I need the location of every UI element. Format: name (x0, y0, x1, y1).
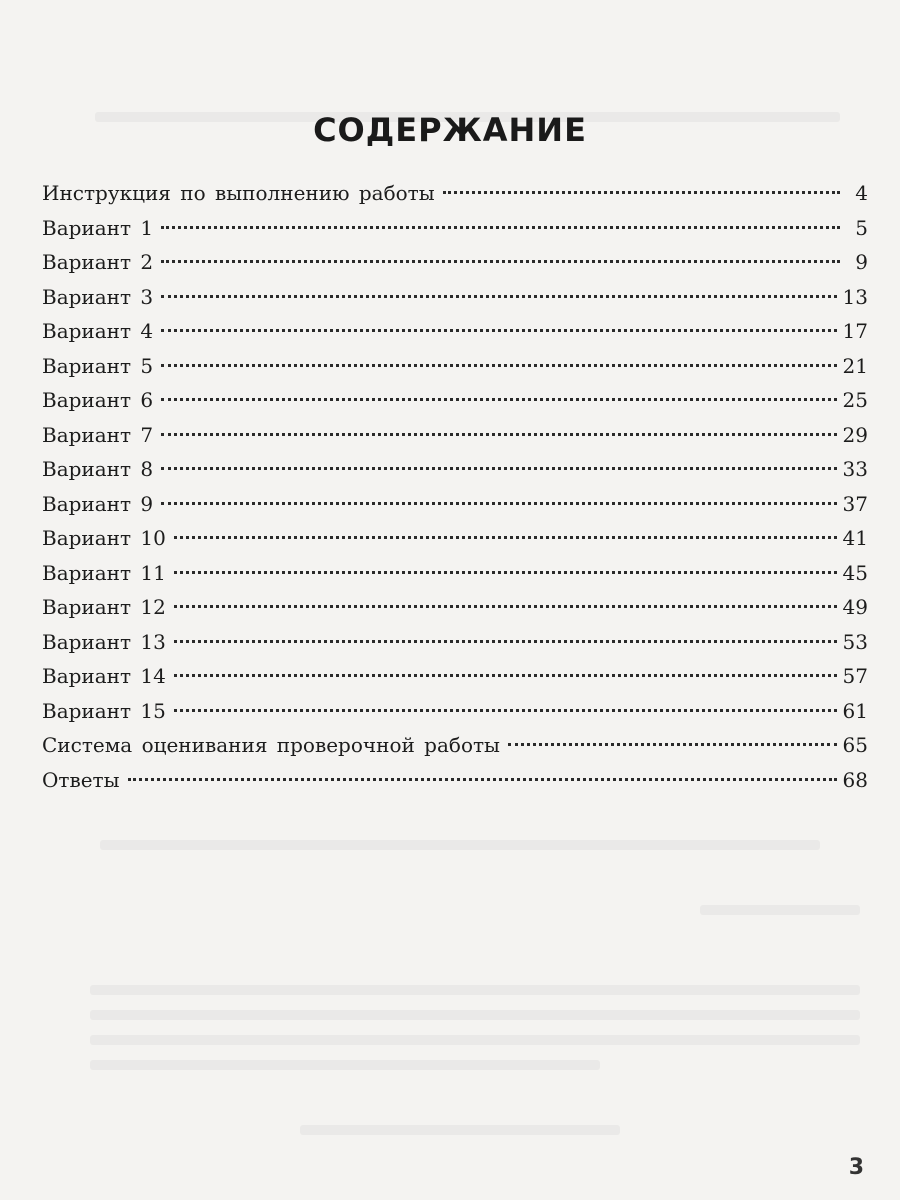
toc-entry-label: Инструкция по выполнению работы (42, 181, 435, 205)
toc-entry (42, 659, 868, 694)
toc-entry-label: Вариант 13 (42, 629, 166, 654)
toc-entry-page: 33 (842, 457, 868, 481)
toc-entry-label: Вариант 4 (42, 319, 154, 343)
toc-entry-label: Вариант 1 (42, 215, 154, 240)
toc-entry (42, 176, 868, 211)
dot-leader (128, 778, 837, 781)
toc-entry-label: Вариант 15 (42, 698, 166, 723)
bleed-through-line (90, 985, 860, 995)
dot-leader (174, 640, 837, 643)
toc-entry-label: Система оценивания проверочной работы (42, 733, 500, 757)
toc-entry-page: 29 (842, 422, 868, 447)
toc-entry (42, 521, 868, 556)
dot-leader (174, 709, 837, 712)
toc-entry (42, 418, 868, 453)
toc-entry-label: Вариант 9 (42, 491, 154, 516)
page-title: СОДЕРЖАНИЕ (313, 111, 587, 150)
dot-leader (161, 433, 836, 436)
bleed-through-line (90, 1010, 860, 1020)
toc-entry-page: 9 (855, 250, 868, 274)
toc-entry-page: 41 (842, 526, 868, 550)
toc-entry (42, 728, 868, 763)
toc-entry (42, 763, 868, 798)
dot-leader (174, 605, 837, 608)
table-of-contents (42, 176, 868, 797)
dot-leader (174, 536, 837, 539)
toc-entry (42, 211, 868, 246)
toc-entry-page: 57 (842, 664, 868, 688)
toc-entry (42, 590, 868, 625)
toc-entry-label: Вариант 11 (42, 560, 166, 585)
page-number: 3 (848, 1155, 864, 1180)
dot-leader (161, 398, 836, 401)
bleed-through-line (700, 905, 860, 915)
dot-leader (161, 226, 840, 229)
toc-entry (42, 245, 868, 280)
toc-entry (42, 694, 868, 729)
toc-entry-label: Вариант 12 (42, 595, 166, 619)
toc-entry-label: Вариант 5 (42, 353, 154, 378)
toc-entry-page: 4 (855, 181, 868, 205)
bleed-through-line (300, 1125, 620, 1135)
toc-entry-page: 45 (842, 560, 868, 585)
dot-leader (443, 191, 840, 194)
dot-leader (161, 295, 836, 298)
toc-entry (42, 487, 868, 522)
toc-entry (42, 556, 868, 591)
bleed-through-line (90, 1035, 860, 1045)
toc-entry-label: Вариант 14 (42, 664, 166, 688)
toc-entry-page: 65 (842, 733, 868, 757)
toc-entry (42, 452, 868, 487)
toc-entry (42, 625, 868, 660)
toc-entry-page: 21 (842, 353, 868, 378)
toc-entry-label: Вариант 10 (42, 526, 166, 550)
toc-entry-page: 68 (842, 767, 868, 792)
toc-entry (42, 280, 868, 315)
bleed-through-line (90, 1060, 600, 1070)
toc-entry-label: Вариант 6 (42, 388, 154, 412)
dot-leader (161, 260, 840, 263)
toc-entry-page: 37 (842, 491, 868, 516)
dot-leader (508, 743, 837, 746)
dot-leader (161, 364, 836, 367)
dot-leader (161, 329, 836, 332)
toc-entry-page: 49 (842, 595, 868, 619)
toc-entry-label: Вариант 2 (42, 250, 154, 274)
toc-entry-page: 25 (842, 388, 868, 412)
toc-entry-page: 17 (842, 319, 868, 343)
bleed-through-line (100, 840, 820, 850)
toc-entry-label: Вариант 7 (42, 422, 154, 447)
toc-entry (42, 349, 868, 384)
toc-entry-label: Ответы (42, 767, 120, 792)
toc-entry (42, 383, 868, 418)
toc-entry-page: 13 (842, 284, 868, 309)
toc-entry-page: 61 (842, 698, 868, 723)
dot-leader (161, 467, 836, 470)
dot-leader (161, 502, 836, 505)
toc-entry (42, 314, 868, 349)
toc-entry-label: Вариант 8 (42, 457, 154, 481)
dot-leader (174, 674, 837, 677)
toc-entry-page: 5 (855, 215, 868, 240)
toc-entry-page: 53 (842, 629, 868, 654)
dot-leader (174, 571, 837, 574)
toc-entry-label: Вариант 3 (42, 284, 154, 309)
